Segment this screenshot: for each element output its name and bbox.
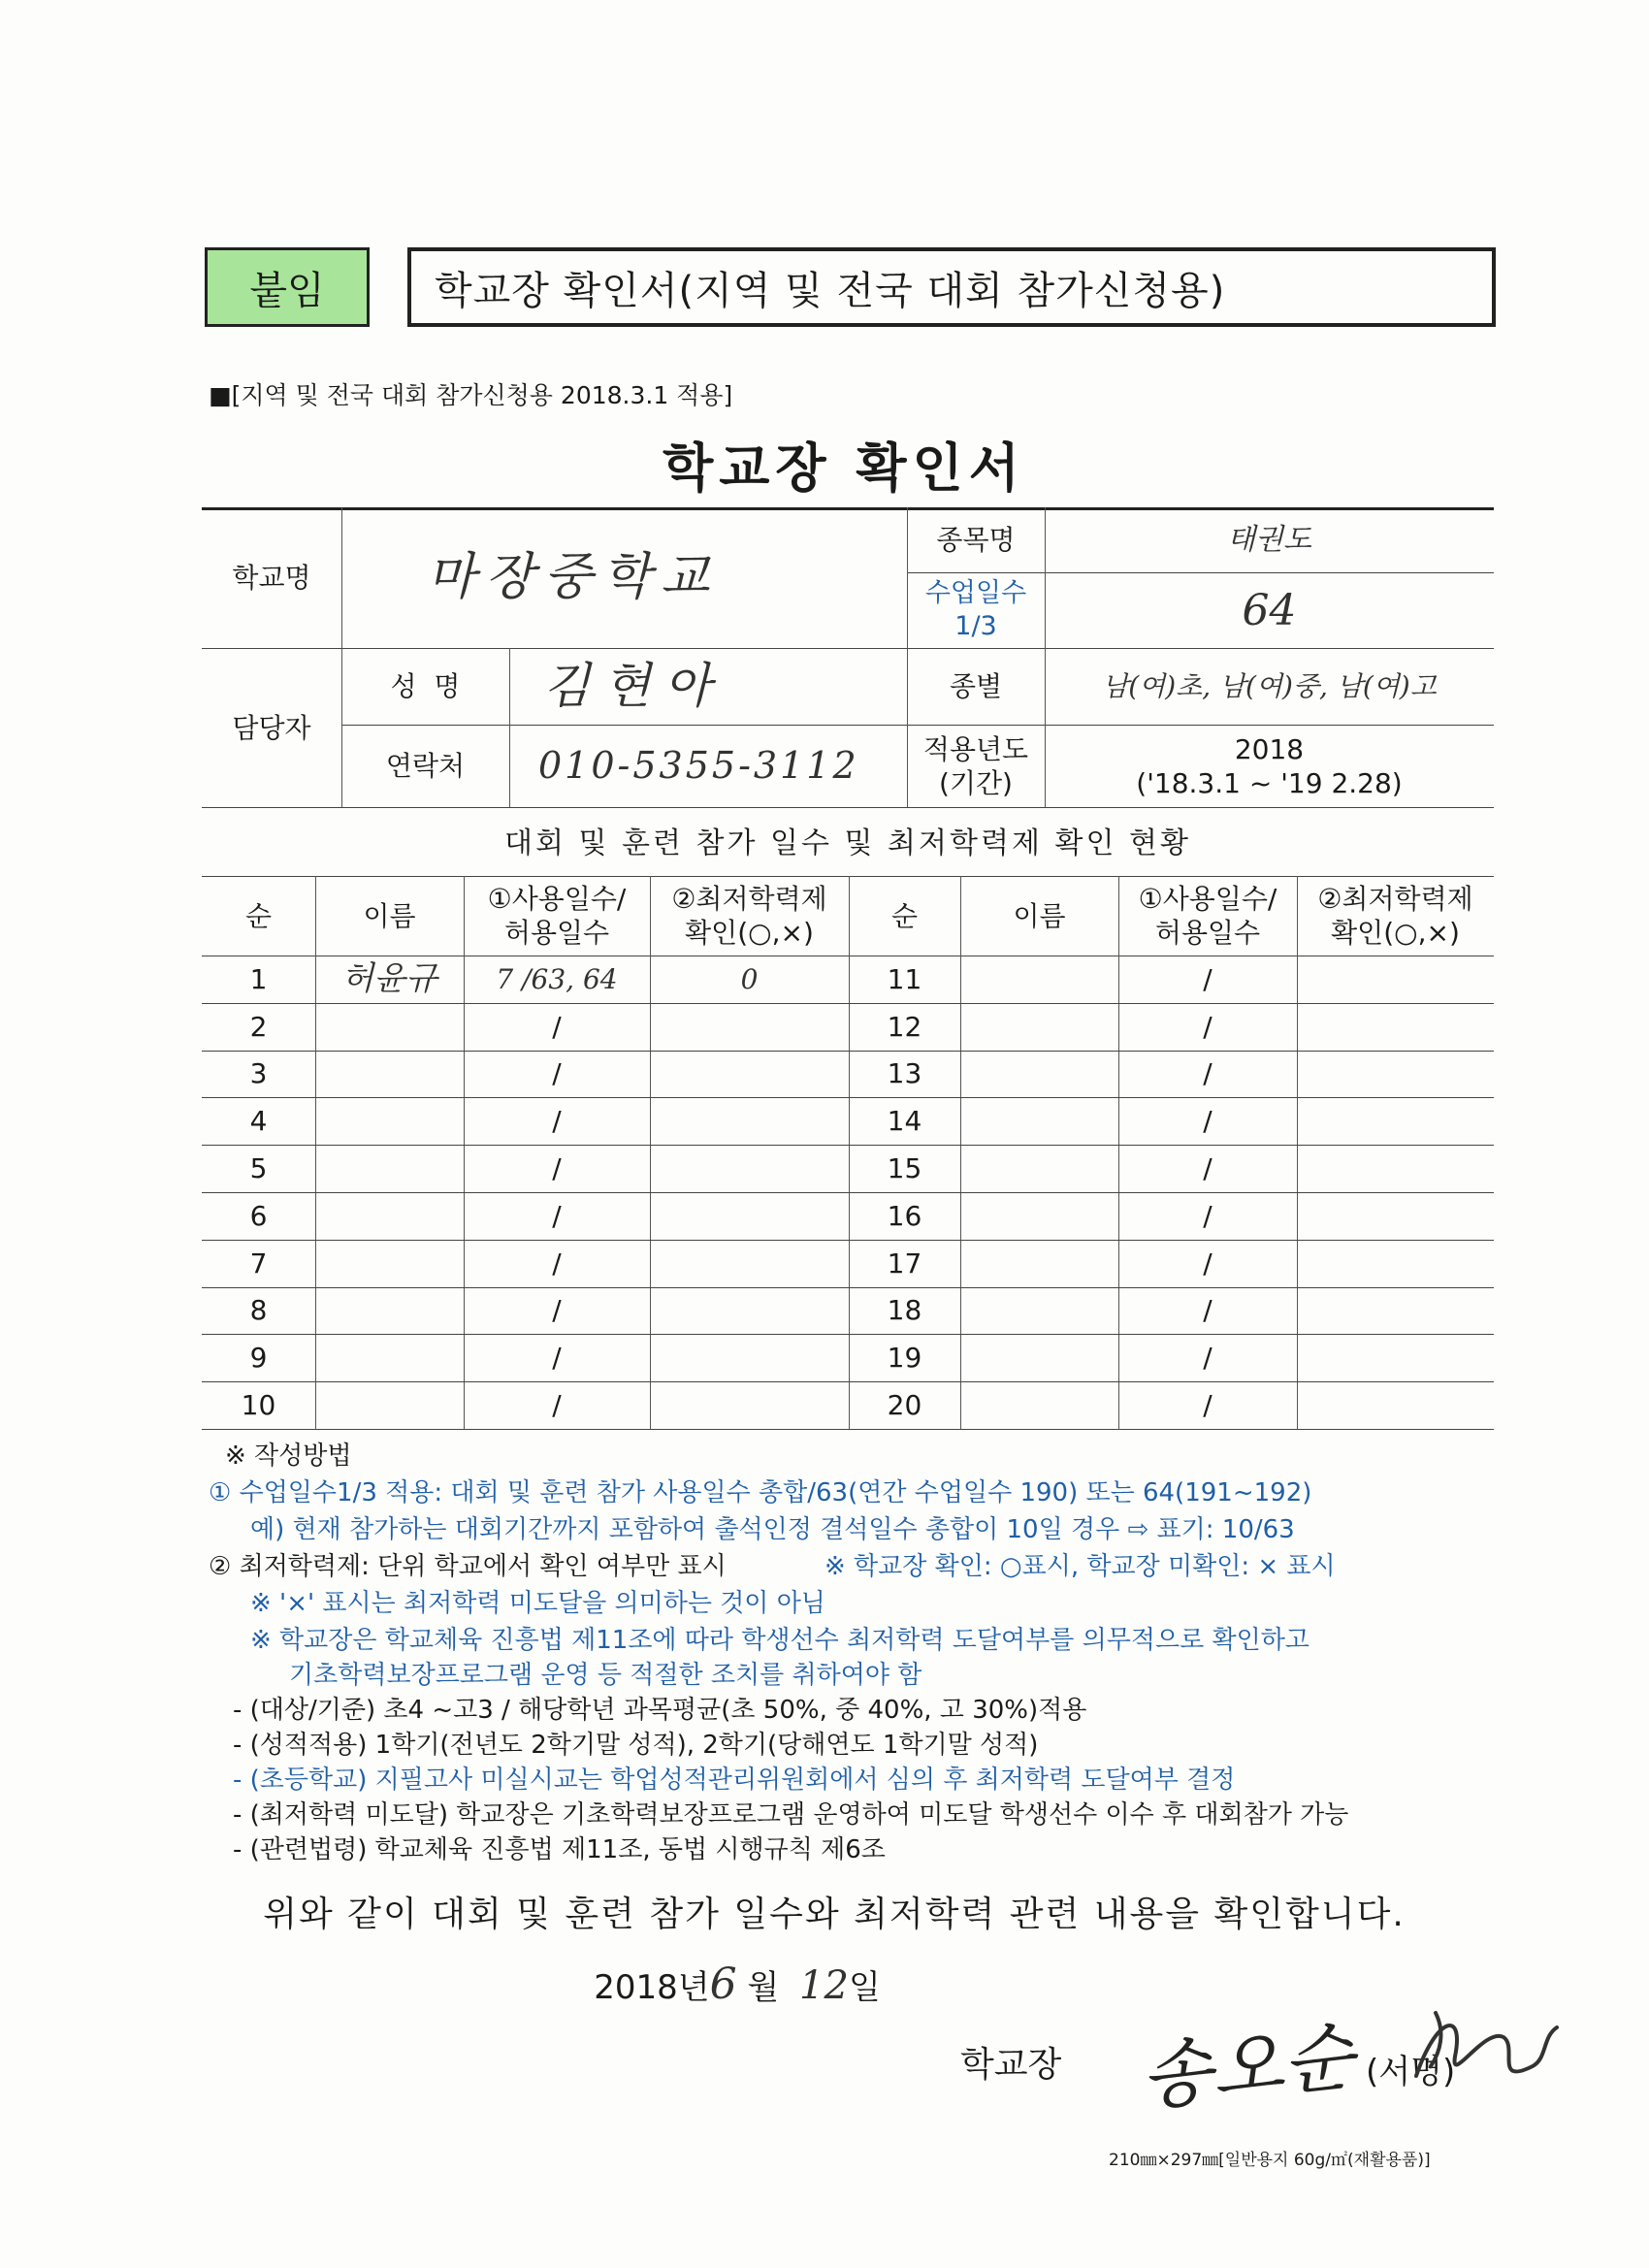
- row-check: 0: [740, 962, 759, 995]
- row-number: 14: [887, 1105, 922, 1138]
- attachment-tag: 붙임: [205, 247, 370, 327]
- event-label: 종목명: [936, 524, 1016, 556]
- contact-label: 연락처: [385, 750, 466, 782]
- name-label: 성 명: [390, 670, 461, 702]
- note-4b: 기초학력보장프로그램 운영 등 적절한 조치를 취하여야 함: [289, 1661, 922, 1690]
- note-1a: ① 수업일수1/3 적용: 대회 및 훈련 참가 사용일수 총합/63(연간 수업일수 190) 또는 64(191~192): [209, 1478, 1312, 1507]
- row-check: [650, 1192, 849, 1240]
- row-days: /: [552, 1152, 562, 1185]
- row-number: 15: [887, 1152, 922, 1185]
- note-detail-3: - (초등학교) 지필고사 미실시교는 학업성적관리위원회에서 심의 후 최저학력 도달여부 결정: [233, 1766, 1236, 1795]
- row-number: 18: [887, 1294, 922, 1327]
- header-no: 순: [890, 899, 919, 932]
- note-detail-4: - (최저학력 미도달) 학교장은 기초학력보장프로그램 운영하여 미도달 학생선수 이수 후 대회참가 가능: [233, 1800, 1349, 1830]
- row-name: [315, 1003, 464, 1051]
- header-name: 이름: [363, 899, 416, 932]
- row-check: [1297, 1381, 1494, 1429]
- row-days: /: [1203, 1105, 1212, 1138]
- row-check: [650, 1240, 849, 1287]
- row-days: /: [552, 1199, 562, 1232]
- row-days: /: [1203, 1294, 1212, 1327]
- note-2b: ※ 학교장 확인: ○표시, 학교장 미확인: × 표시: [824, 1552, 1336, 1581]
- note-1b: 예) 현재 참가하는 대회기간까지 포함하여 출석인정 결석일수 총합이 10일 경우 ⇨ 표기: 10/63: [250, 1515, 1295, 1544]
- row-number: 10: [241, 1389, 276, 1422]
- status-title: 대회 및 훈련 참가 일수 및 최저학력제 확인 현황: [504, 826, 1191, 861]
- header-check: ②최저학력제 확인(○,×): [1317, 883, 1473, 949]
- document-title-box: 학교장 확인서(지역 및 전국 대회 참가신청용): [407, 247, 1496, 327]
- notes-heading: ※ 작성방법: [225, 1442, 352, 1471]
- row-days: /: [1203, 1199, 1212, 1232]
- row-check: [650, 1145, 849, 1192]
- row-name: [960, 1287, 1118, 1335]
- row-number: 4: [249, 1105, 268, 1138]
- row-check: [1297, 1051, 1494, 1098]
- principal-signature: 송오순: [1136, 2012, 1358, 2122]
- row-name: [960, 1334, 1118, 1381]
- row-number: 11: [887, 962, 922, 995]
- row-check: [1297, 1097, 1494, 1145]
- row-name: [315, 1145, 464, 1192]
- principal-label: 학교장: [960, 2045, 1062, 2085]
- row-name: [315, 1192, 464, 1240]
- sign-label: (서명): [1366, 2053, 1456, 2091]
- period-value: ('18.3.1 ~ '19 2.28): [1136, 766, 1403, 799]
- row-number: 16: [887, 1199, 922, 1232]
- row-check: [650, 1287, 849, 1335]
- note-2a: ② 최저학력제: 단위 학교에서 확인 여부만 표시: [209, 1552, 727, 1581]
- school-label: 학교명: [232, 562, 311, 594]
- header-check: ②최저학력제 확인(○,×): [671, 883, 827, 949]
- manager-name-value: 김현아: [543, 658, 725, 715]
- note-3: ※ '×' 표시는 최저학력 미도달을 의미하는 것이 아님: [250, 1589, 825, 1618]
- row-name: [315, 1381, 464, 1429]
- row-name: [315, 1287, 464, 1335]
- date-day: 12: [799, 1963, 849, 2008]
- header-name: 이름: [1013, 899, 1066, 932]
- row-number: 1: [249, 962, 268, 995]
- row-number: 9: [249, 1342, 268, 1375]
- date-line: [0, 1960, 1474, 2009]
- event-value: 태권도: [1227, 522, 1311, 557]
- confirmation-text: 위와 같이 대회 및 훈련 참가 일수와 최저학력 관련 내용을 확인합니다.: [263, 1895, 1406, 1934]
- row-name: [960, 1003, 1118, 1051]
- row-number: 5: [249, 1152, 268, 1185]
- row-check: [650, 1051, 849, 1098]
- note-detail-2: - (성적적용) 1학기(전년도 2학기말 성적), 2학기(당해연도 1학기말 성적): [233, 1731, 1039, 1760]
- row-number: 20: [887, 1389, 922, 1422]
- gender-label: 종별: [949, 670, 1003, 702]
- row-check: [650, 1003, 849, 1051]
- date-year: 2018년: [594, 1968, 710, 2007]
- date-month: 6: [709, 1960, 737, 2009]
- row-name: [960, 1192, 1118, 1240]
- row-check: [650, 1334, 849, 1381]
- row-days: /: [1203, 1152, 1212, 1185]
- row-days: /: [1203, 1010, 1212, 1043]
- row-check: [1297, 1145, 1494, 1192]
- row-number: 6: [249, 1199, 268, 1232]
- gender-value: 남(여)초, 남(여)중, 남(여)고: [1102, 670, 1437, 702]
- row-name: [960, 956, 1118, 1003]
- row-name: [315, 1334, 464, 1381]
- row-days: /: [552, 1389, 562, 1422]
- main-title: 학교장 확인서: [663, 437, 1025, 499]
- row-name: [960, 1381, 1118, 1429]
- row-name: 허윤규: [341, 959, 437, 999]
- row-name: [315, 1097, 464, 1145]
- note-4a: ※ 학교장은 학교체육 진흥법 제11조에 따라 학생선수 최저학력 도달여부를 의무적으로 확인하고: [250, 1626, 1310, 1655]
- row-days: /: [1203, 1247, 1212, 1280]
- row-check: [1297, 956, 1494, 1003]
- contact-value: 010-5355-3112: [538, 743, 859, 787]
- row-days: /: [1203, 1057, 1212, 1090]
- row-name: [960, 1097, 1118, 1145]
- manager-label: 담당자: [232, 711, 311, 744]
- row-days: /: [552, 1057, 562, 1090]
- row-name: [315, 1240, 464, 1287]
- days-value: 64: [1242, 585, 1297, 635]
- row-days: 7 /63, 64: [496, 962, 618, 995]
- date-month-suffix: 월: [736, 1968, 780, 2007]
- row-days: /: [1203, 962, 1212, 995]
- row-days: /: [552, 1342, 562, 1375]
- row-days: /: [552, 1294, 562, 1327]
- row-number: 8: [249, 1294, 268, 1327]
- row-number: 17: [887, 1247, 922, 1280]
- row-check: [650, 1097, 849, 1145]
- header-days: ①사용일수/ 허용일수: [487, 883, 627, 949]
- days-label: 수업일수 1/3: [924, 578, 1027, 641]
- row-days: /: [552, 1010, 562, 1043]
- row-days: /: [1203, 1342, 1212, 1375]
- document-subtitle: ■[지역 및 전국 대회 참가신청용 2018.3.1 적용]: [209, 381, 733, 409]
- school-value: 마장중학교: [427, 548, 720, 606]
- row-name: [960, 1051, 1118, 1098]
- row-number: 2: [249, 1010, 268, 1043]
- row-number: 13: [887, 1057, 922, 1090]
- row-check: [1297, 1287, 1494, 1335]
- row-check: [1297, 1334, 1494, 1381]
- year-label: 적용년도 (기간): [922, 732, 1029, 799]
- row-check: [1297, 1003, 1494, 1051]
- row-number: 3: [249, 1057, 268, 1090]
- row-name: [315, 1051, 464, 1098]
- row-check: [1297, 1192, 1494, 1240]
- note-detail-1: - (대상/기준) 초4 ~고3 / 해당학년 과목평균(초 50%, 중 40%, 고 30%)적용: [233, 1696, 1087, 1725]
- row-number: 19: [887, 1342, 922, 1375]
- row-check: [650, 1381, 849, 1429]
- year-value: 2018: [1234, 732, 1305, 765]
- row-number: 7: [249, 1247, 268, 1280]
- date-day-suffix: 일: [848, 1968, 881, 2007]
- year-cell: [1045, 725, 1494, 807]
- row-days: /: [552, 1247, 562, 1280]
- row-check: [1297, 1240, 1494, 1287]
- note-detail-5: - (관련법령) 학교체육 진흥법 제11조, 동법 시행규칙 제6조: [233, 1835, 886, 1864]
- row-number: 12: [887, 1010, 922, 1043]
- header-days: ①사용일수/ 허용일수: [1138, 883, 1277, 949]
- header-no: 순: [244, 899, 273, 932]
- row-name: [960, 1145, 1118, 1192]
- row-days: /: [1203, 1389, 1212, 1422]
- row-name: [960, 1240, 1118, 1287]
- signature-scribble-icon: [1397, 1998, 1562, 2105]
- paper-spec: 210㎜×297㎜[일반용지 60g/㎡(재활용품)]: [1109, 2151, 1431, 2170]
- row-days: /: [552, 1105, 562, 1138]
